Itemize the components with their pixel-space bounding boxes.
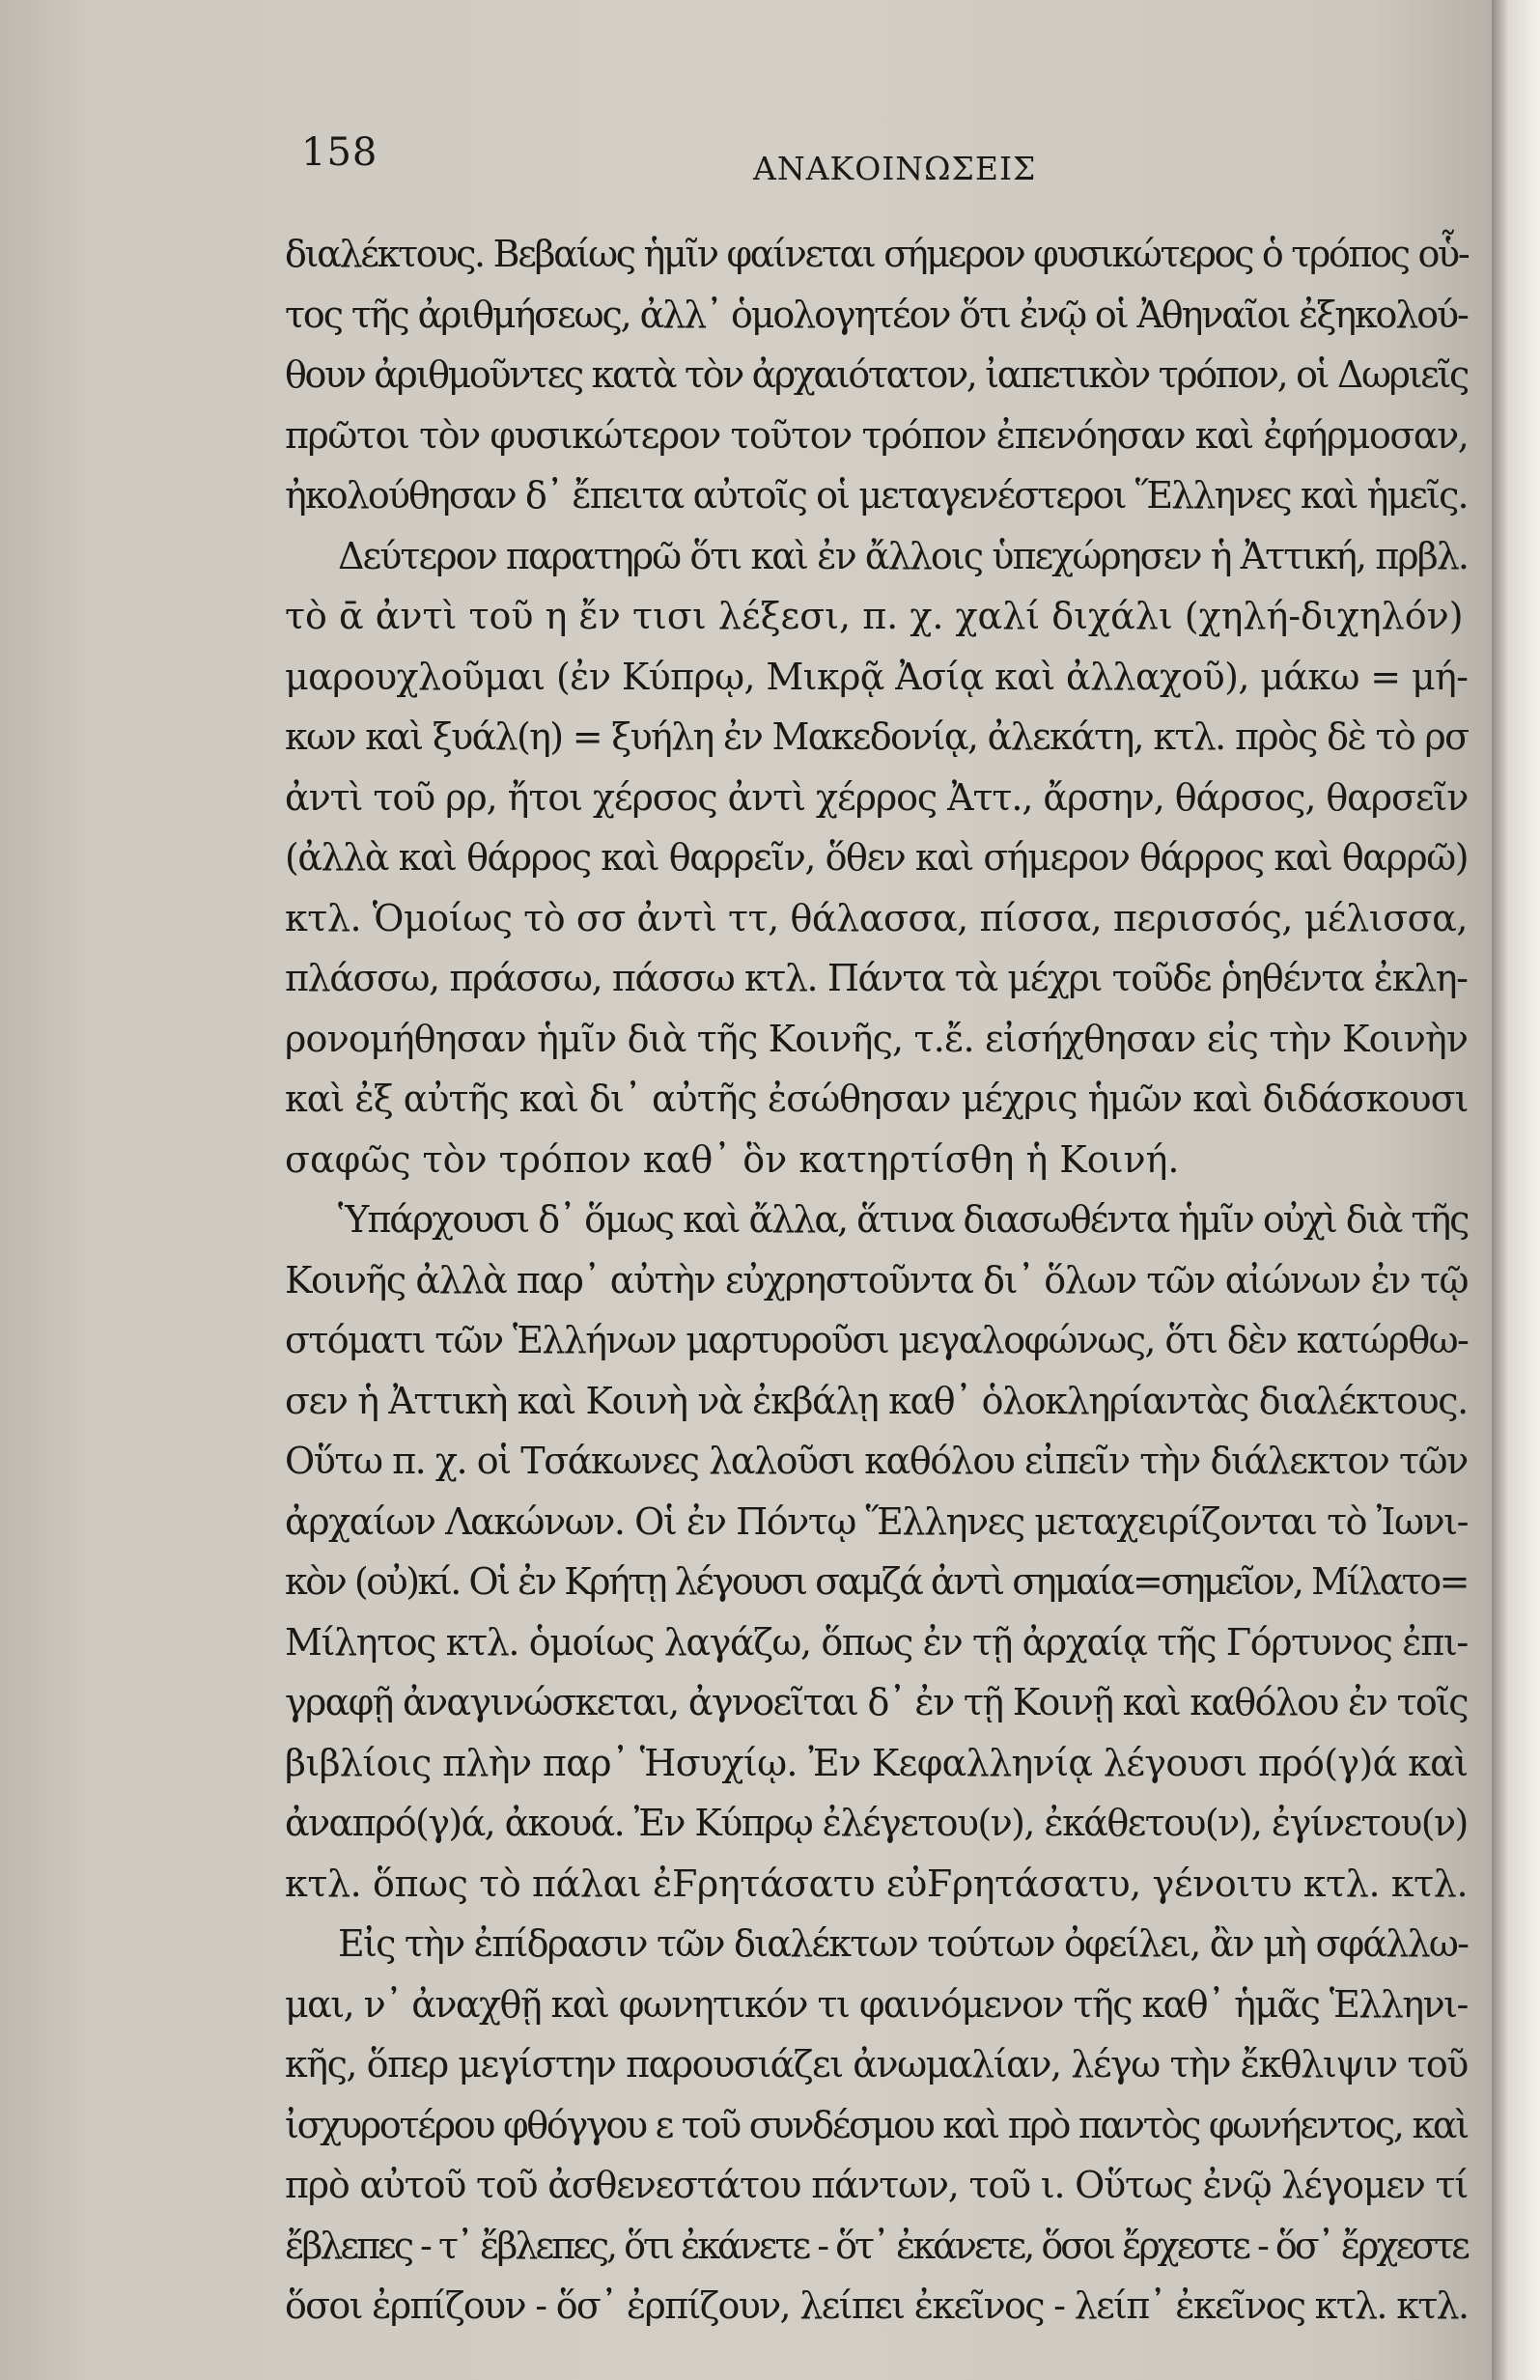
text-line: Εἰς τὴν ἐπίδρασιν τῶν διαλέκτων τούτων ὀφείλει, ἂν μὴ σφάλλω- <box>338 1922 1469 1965</box>
text-line: Μίλητος κτλ. ὁμοίως λαγάζω, ὅπως ἐν τῇ ἀρχαίᾳ τῆς Γόρτυνος ἐπι- <box>285 1620 1468 1664</box>
text-line: κων καὶ ξυάλ(η) = ξυήλη ἐν Μακεδονίᾳ, ἀλεκάτη, κτλ. πρὸς δὲ τὸ ρσ <box>285 715 1469 758</box>
text-line: Κοινῆς ἀλλὰ παρ᾽ αὐτὴν εὐχρηστοῦντα δι᾽ ὅλων τῶν αἰώνων ἐν τῷ <box>285 1258 1469 1302</box>
text-line: τος τῆς ἀριθμήσεως, ἀλλ᾽ ὁμολογητέον ὅτι ἐνῷ οἱ Ἀθηναῖοι ἐξηκολού- <box>285 293 1468 336</box>
page-edge <box>1492 0 1540 2380</box>
text-line: διαλέκτους. Βεβαίως ἡμῖν φαίνεται σήμερον φυσικώτερος ὁ τρόπος οὗ- <box>285 233 1469 275</box>
text-line: ἰσχυροτέρου φθόγγου ε τοῦ συνδέσμου καὶ πρὸ παντὸς φωνήεντος, καὶ <box>285 2103 1468 2146</box>
text-line: κὸν (οὐ)κί. Οἱ ἐν Κρήτῃ λέγουσι σαμζά ἀντὶ σημαία=σημεῖον, Μίλατο= <box>285 1560 1468 1603</box>
text-line: μαι, ν᾽ ἀναχθῇ καὶ φωνητικόν τι φαινόμενον τῆς καθ᾽ ἡμᾶς Ἑλληνι- <box>285 1982 1468 2026</box>
text-line: Δεύτερον παρατηρῶ ὅτι καὶ ἐν ἄλλοις ὑπεχώρησεν ἡ Ἀττική, πρβλ. <box>338 534 1469 577</box>
text-line: πρῶτοι τὸν φυσικώτερον τοῦτον τρόπον ἐπενόησαν καὶ ἐφήρμοσαν, <box>285 413 1469 457</box>
page-number: 158 <box>301 130 378 175</box>
text-line: κτλ. ὅπως τὸ πάλαι ἐϜρητάσατυ εὐϜρητάσατυ, γένοιτυ κτλ. κτλ. <box>285 1862 1469 1905</box>
text-line: ἠκολούθησαν δ᾽ ἔπειτα αὐτοῖς οἱ μεταγενέστεροι Ἕλληνες καὶ ἡμεῖς. <box>285 474 1468 517</box>
text-line: πλάσσω, πράσσω, πάσσω κτλ. Πάντα τὰ μέχρι τοῦδε ῥηθέντα ἐκλη- <box>285 957 1468 999</box>
text-line: θουν ἀριθμοῦντες κατὰ τὸν ἀρχαιότατον, ἰαπετικὸν τρόπον, οἱ Δωριεῖς <box>285 353 1468 396</box>
body-text <box>285 224 1468 2337</box>
text-line: σεν ἡ Ἀττικὴ καὶ Κοινὴ νὰ ἐκβάλῃ καθ᾽ ὁλοκληρίαντὰς διαλέκτους. <box>285 1379 1468 1422</box>
text-line: μαρουχλοῦμαι (ἐν Κύπρῳ, Μικρᾷ Ἀσίᾳ καὶ ἀλλαχοῦ), μάκω = μή- <box>285 655 1469 698</box>
text-line: στόματι τῶν Ἑλλήνων μαρτυροῦσι μεγαλοφώνως, ὅτι δὲν κατώρθω- <box>285 1319 1469 1361</box>
text-line: πρὸ αὐτοῦ τοῦ ἀσθενεστάτου πάντων, τοῦ ι. Οὕτως ἐνῷ λέγομεν τί <box>285 2164 1469 2206</box>
text-line: γραφῇ ἀναγινώσκεται, ἀγνοεῖται δ᾽ ἐν τῇ Κοινῇ καὶ καθόλου ἐν τοῖς <box>285 1681 1468 1723</box>
text-line: ρονομήθησαν ἡμῖν διὰ τῆς Κοινῆς, τ.ἔ. εἰσήχθησαν εἰς τὴν Κοινὴν <box>285 1017 1469 1060</box>
text-line: ἀντὶ τοῦ ρρ, ἤτοι χέρσος ἀντὶ χέρρος Ἀττ., ἄρσην, θάρσος, θαρσεῖν <box>285 775 1469 819</box>
text-line: (ἀλλὰ καὶ θάρρος καὶ θαρρεῖν, ὅθεν καὶ σήμερον θάρρος καὶ θαρρῶ) <box>285 836 1469 879</box>
text-line: ἀναπρό(γ)ά, ἀκουά. Ἐν Κύπρῳ ἐλέγετου(ν), ἐκάθετου(ν), ἐγίνετου(ν) <box>285 1802 1468 1844</box>
text-line: ὅσοι ἐρπίζουν - ὅσ᾽ ἐρπίζουν, λείπει ἐκεῖνος - λείπ᾽ ἐκεῖνος κτλ. κτλ. <box>285 2284 1469 2327</box>
text-line: κτλ. Ὁμοίως τὸ σσ ἀντὶ ττ, θάλασσα, πίσσα, περισσός, μέλισσα, <box>285 896 1469 939</box>
text-line: καὶ ἐξ αὐτῆς καὶ δι᾽ αὐτῆς ἐσώθησαν μέχρις ἡμῶν καὶ διδάσκουσι <box>285 1078 1469 1120</box>
text-line: κῆς, ὅπερ μεγίστην παρουσιάζει ἀνωμαλίαν, λέγω τὴν ἔκθλιψιν τοῦ <box>285 2043 1468 2086</box>
text-line: σαφῶς τὸν τρόπον καθ᾽ ὃν κατηρτίσθη ἡ Κοινή. <box>285 1137 1180 1181</box>
text-line: ἀρχαίων Λακώνων. Οἱ ἐν Πόντῳ Ἕλληνες μεταχειρίζονται τὸ Ἰωνι- <box>285 1499 1469 1543</box>
text-line: τὸ ᾱ ἀντὶ τοῦ η ἔν τισι λέξεσι, π. χ. χαλί διχάλι (χηλή-διχηλόν) <box>285 595 1464 637</box>
text-line: Οὕτω π. χ. οἱ Τσάκωνες λαλοῦσι καθόλου εἰπεῖν τὴν διάλεκτον τῶν <box>285 1440 1468 1482</box>
text-line: ἔβλεπες - τ᾽ ἔβλεπες, ὅτι ἐκάνετε - ὅτ᾽ ἐκάνετε, ὅσοι ἔρχεστε - ὅσ᾽ ἔρχεστε <box>285 2224 1468 2267</box>
running-title: ΑΝΑΚΟΙΝΩΣΕΙΣ <box>753 150 1037 187</box>
text-line: Ὑπάρχουσι δ᾽ ὅμως καὶ ἄλλα, ἅτινα διασωθέντα ἡμῖν οὐχὶ διὰ τῆς <box>338 1198 1469 1241</box>
text-line: βιβλίοις πλὴν παρ᾽ Ἡσυχίῳ. Ἐν Κεφαλληνίᾳ λέγουσι πρό(γ)ά καὶ <box>285 1741 1469 1784</box>
